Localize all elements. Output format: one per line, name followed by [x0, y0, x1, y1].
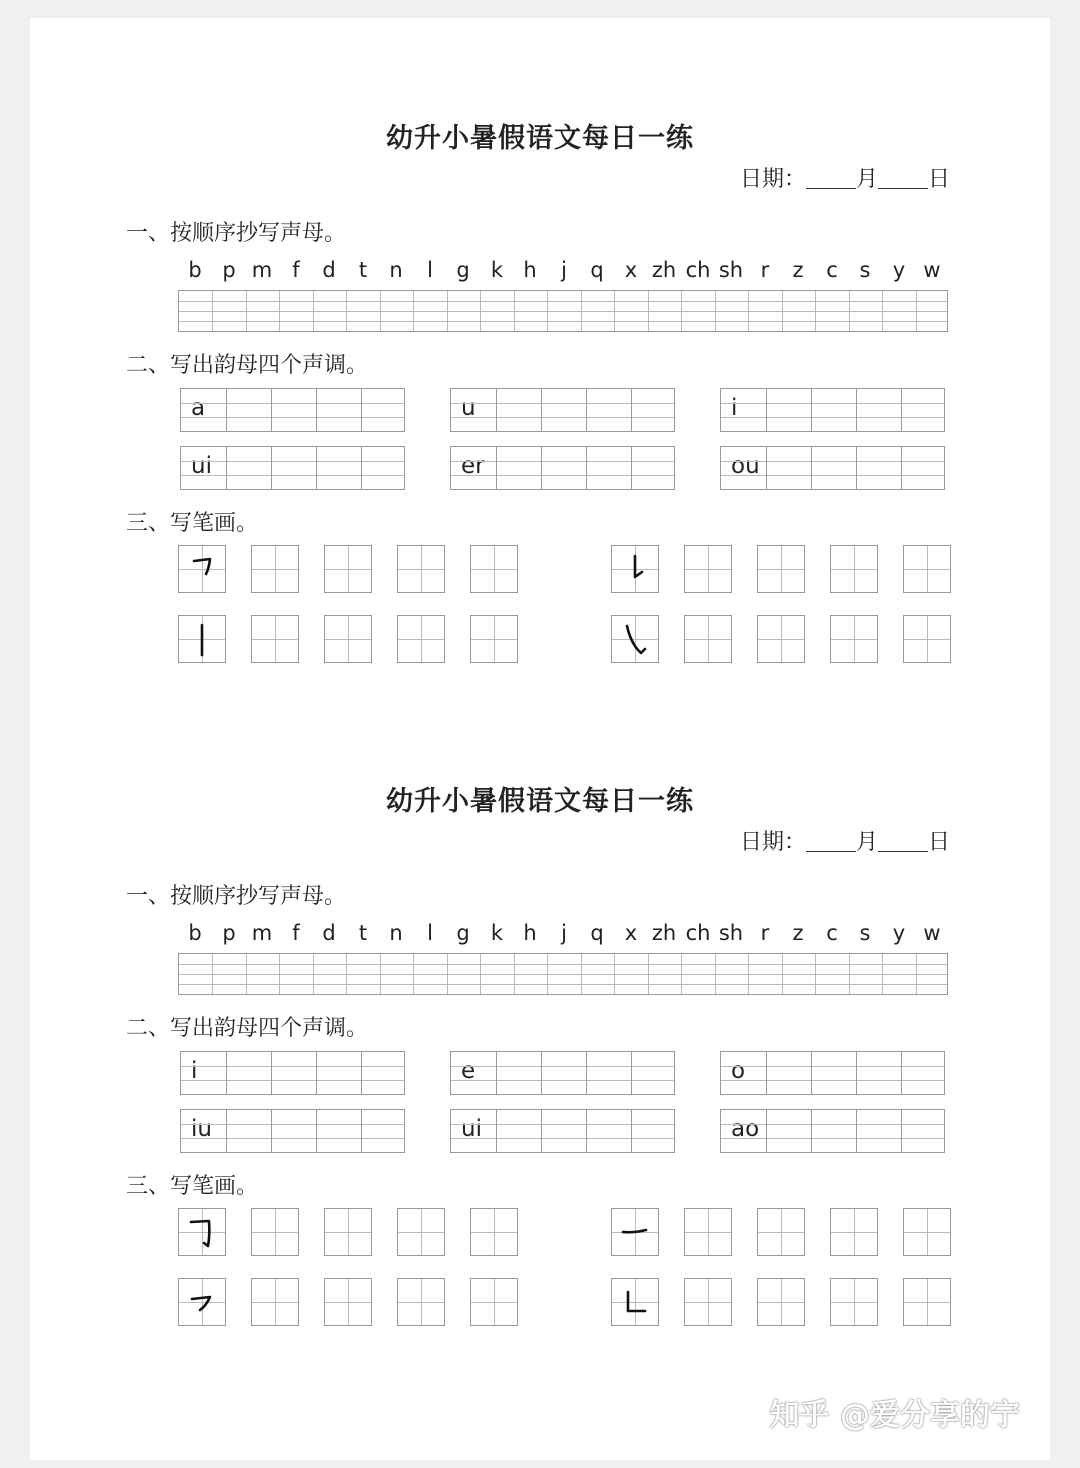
tianzige-box[interactable]: [611, 545, 659, 593]
tianzige-box[interactable]: [684, 1278, 732, 1326]
tone-cell-divider: [361, 389, 362, 431]
tone-cell-divider: [811, 389, 812, 431]
initial-letter: c: [826, 921, 838, 945]
grid-cell-divider: [380, 291, 381, 331]
tone-guide-line: [721, 403, 944, 404]
tianzige-box[interactable]: [684, 545, 732, 593]
tone-cell-divider: [901, 1052, 902, 1094]
tone-cell-divider: [361, 1110, 362, 1152]
initial-letter: sh: [718, 921, 744, 945]
tone-cell-divider: [631, 447, 632, 489]
tianzige-box[interactable]: [178, 1278, 226, 1326]
tone-cell-divider: [271, 389, 272, 431]
tone-guide-line: [721, 461, 944, 462]
tone-cell-divider: [586, 1052, 587, 1094]
tone-guide-line: [451, 1080, 674, 1081]
tianzige-box[interactable]: [903, 615, 951, 663]
initial-letter: r: [760, 921, 770, 945]
month-label: 月: [855, 167, 878, 192]
grid-cell-divider: [346, 291, 347, 331]
tone-guide-line: [451, 403, 674, 404]
grid-cell-divider: [815, 954, 816, 994]
tone-box[interactable]: [450, 388, 675, 432]
section-three-heading: 三、写笔画。: [126, 1174, 259, 1199]
final-label: ou: [731, 453, 760, 479]
grid-cell-divider: [581, 954, 582, 994]
shuzhe-icon: [612, 1279, 658, 1325]
page-title: 幼升小暑假语文每日一练: [386, 123, 694, 154]
initial-letter: k: [490, 921, 504, 945]
tianzige-box[interactable]: [903, 1208, 951, 1256]
initial-letter: k: [490, 258, 504, 282]
grid-cell-divider: [480, 291, 481, 331]
day-label: 日: [927, 830, 950, 855]
date-label: 日期：: [739, 167, 806, 192]
tone-cell-divider: [541, 1110, 542, 1152]
initial-letter: l: [427, 921, 433, 945]
tone-guide-line: [181, 417, 404, 418]
grid-cell-divider: [313, 291, 314, 331]
tone-guide-line: [181, 475, 404, 476]
grid-cell-divider: [413, 954, 414, 994]
initial-letter: q: [590, 921, 604, 945]
initial-letter: y: [892, 258, 906, 282]
tone-cell-divider: [496, 389, 497, 431]
tone-cell-divider: [901, 447, 902, 489]
practice-sheet-1: [30, 18, 1050, 658]
grid-cell-divider: [614, 291, 615, 331]
grid-cell-divider: [581, 291, 582, 331]
tianzige-box[interactable]: [397, 1278, 445, 1326]
grid-guide-line: [179, 321, 947, 322]
grid-cell-divider: [313, 954, 314, 994]
grid-cell-divider: [849, 291, 850, 331]
month-blank[interactable]: [806, 168, 856, 189]
grid-cell-divider: [514, 954, 515, 994]
grid-cell-divider: [681, 291, 682, 331]
tone-guide-line: [451, 1138, 674, 1139]
tone-guide-line: [721, 475, 944, 476]
initial-letter: t: [358, 921, 368, 945]
tone-cell-divider: [766, 389, 767, 431]
tone-cell-divider: [316, 1052, 317, 1094]
tianzige-box[interactable]: [611, 615, 659, 663]
initial-letter: h: [523, 921, 537, 945]
tone-cell-divider: [316, 389, 317, 431]
tone-box[interactable]: [450, 1109, 675, 1153]
initial-letter: n: [389, 921, 403, 945]
grid-cell-divider: [782, 291, 783, 331]
tianzige-box[interactable]: [757, 1208, 805, 1256]
tianzige-box[interactable]: [178, 1208, 226, 1256]
tone-cell-divider: [271, 447, 272, 489]
final-label: ui: [191, 453, 212, 479]
initial-letter: ch: [685, 258, 711, 282]
section-three-heading: 三、写笔画。: [126, 511, 259, 536]
grid-cell-divider: [246, 291, 247, 331]
tone-cell-divider: [271, 1110, 272, 1152]
tone-guide-line: [451, 1124, 674, 1125]
tone-cell-divider: [766, 1052, 767, 1094]
grid-cell-divider: [614, 954, 615, 994]
tone-cell-divider: [496, 1052, 497, 1094]
grid-cell-divider: [279, 954, 280, 994]
initial-letter: z: [792, 921, 804, 945]
tone-cell-divider: [226, 447, 227, 489]
tone-guide-line: [451, 461, 674, 462]
initial-letter: zh: [651, 921, 677, 945]
tone-guide-line: [181, 1066, 404, 1067]
initials-writing-grid[interactable]: [178, 290, 948, 332]
initials-writing-grid[interactable]: [178, 953, 948, 995]
tone-cell-divider: [271, 1052, 272, 1094]
initial-letter: g: [456, 921, 470, 945]
tone-cell-divider: [541, 1052, 542, 1094]
grid-guide-line: [179, 964, 947, 965]
henggou-icon: [179, 1209, 225, 1255]
initial-letter: m: [251, 258, 273, 282]
tianzige-box[interactable]: [397, 1208, 445, 1256]
tone-box[interactable]: [720, 1109, 945, 1153]
tone-cell-divider: [631, 1110, 632, 1152]
initial-letter: p: [222, 921, 236, 945]
tianzige-box[interactable]: [830, 1278, 878, 1326]
tone-cell-divider: [811, 447, 812, 489]
initial-letter: y: [892, 921, 906, 945]
final-label: e: [461, 1058, 476, 1084]
grid-guide-line: [179, 301, 947, 302]
tone-guide-line: [181, 1138, 404, 1139]
tianzige-box[interactable]: [178, 615, 226, 663]
watermark: 知乎 @爱分享的宁: [769, 1398, 1020, 1433]
tianzige-box[interactable]: [324, 1208, 372, 1256]
tianzige-box[interactable]: [397, 545, 445, 593]
tone-box[interactable]: [450, 1051, 675, 1095]
grid-cell-divider: [715, 291, 716, 331]
day-blank[interactable]: [878, 831, 928, 852]
tianzige-box[interactable]: [830, 545, 878, 593]
grid-guide-line: [179, 311, 947, 312]
date-line: [740, 825, 950, 856]
practice-sheet-2: [30, 681, 1050, 1321]
tone-cell-divider: [766, 1110, 767, 1152]
month-blank[interactable]: [806, 831, 856, 852]
initial-letter: f: [292, 258, 300, 282]
tone-guide-line: [181, 461, 404, 462]
worksheet-page: [30, 18, 1050, 1460]
initial-letter: b: [188, 921, 202, 945]
tianzige-box[interactable]: [251, 1278, 299, 1326]
day-label: 日: [927, 167, 950, 192]
grid-cell-divider: [715, 954, 716, 994]
grid-guide-line: [179, 974, 947, 975]
tianzige-box[interactable]: [470, 545, 518, 593]
grid-cell-divider: [380, 954, 381, 994]
initial-letter: t: [358, 258, 368, 282]
tone-box[interactable]: [180, 1109, 405, 1153]
tone-cell-divider: [856, 1110, 857, 1152]
tianzige-box[interactable]: [324, 545, 372, 593]
tone-cell-divider: [856, 447, 857, 489]
grid-cell-divider: [246, 954, 247, 994]
shuti-icon: [612, 546, 658, 592]
initial-letter: sh: [718, 258, 744, 282]
tone-cell-divider: [361, 447, 362, 489]
shu-icon: [179, 616, 225, 662]
tone-guide-line: [181, 1080, 404, 1081]
grid-cell-divider: [748, 954, 749, 994]
tone-cell-divider: [631, 1052, 632, 1094]
tianzige-box[interactable]: [903, 545, 951, 593]
tianzige-box[interactable]: [470, 1208, 518, 1256]
initial-letter: s: [859, 258, 871, 282]
grid-cell-divider: [748, 291, 749, 331]
initial-letter: w: [923, 258, 941, 282]
tianzige-box[interactable]: [611, 1208, 659, 1256]
grid-cell-divider: [447, 954, 448, 994]
tianzige-box[interactable]: [324, 1278, 372, 1326]
tone-guide-line: [451, 475, 674, 476]
grid-cell-divider: [514, 291, 515, 331]
initial-letter: ch: [685, 921, 711, 945]
tianzige-box[interactable]: [903, 1278, 951, 1326]
final-label: iu: [191, 1116, 212, 1142]
tianzige-box[interactable]: [757, 1278, 805, 1326]
final-label: i: [731, 395, 738, 421]
initial-letter: f: [292, 921, 300, 945]
tianzige-box[interactable]: [178, 545, 226, 593]
tone-cell-divider: [811, 1110, 812, 1152]
grid-cell-divider: [916, 291, 917, 331]
tone-guide-line: [181, 1124, 404, 1125]
section-one-heading: 一、按顺序抄写声母。: [126, 221, 347, 246]
grid-cell-divider: [447, 291, 448, 331]
date-line: [740, 162, 950, 193]
tone-guide-line: [451, 417, 674, 418]
grid-cell-divider: [815, 291, 816, 331]
date-label: 日期：: [739, 830, 806, 855]
tone-cell-divider: [226, 389, 227, 431]
grid-cell-divider: [346, 954, 347, 994]
grid-cell-divider: [547, 291, 548, 331]
section-two-heading: 二、写出韵母四个声调。: [126, 1016, 369, 1041]
grid-cell-divider: [782, 954, 783, 994]
grid-cell-divider: [279, 291, 280, 331]
tone-guide-line: [721, 417, 944, 418]
tone-cell-divider: [631, 389, 632, 431]
tianzige-box[interactable]: [684, 1208, 732, 1256]
grid-cell-divider: [547, 954, 548, 994]
tone-cell-divider: [586, 389, 587, 431]
initial-letter: s: [859, 921, 871, 945]
tianzige-box[interactable]: [251, 615, 299, 663]
tianzige-box[interactable]: [830, 1208, 878, 1256]
tone-cell-divider: [541, 389, 542, 431]
grid-cell-divider: [849, 954, 850, 994]
initial-letter: w: [923, 921, 941, 945]
tianzige-box[interactable]: [251, 1208, 299, 1256]
grid-cell-divider: [480, 954, 481, 994]
tone-guide-line: [181, 403, 404, 404]
tianzige-box[interactable]: [684, 615, 732, 663]
section-one-heading: 一、按顺序抄写声母。: [126, 884, 347, 909]
grid-guide-line: [179, 984, 947, 985]
tone-cell-divider: [856, 389, 857, 431]
tone-box[interactable]: [180, 446, 405, 490]
tone-guide-line: [721, 1124, 944, 1125]
final-label: ui: [461, 1116, 482, 1142]
final-label: ao: [731, 1116, 760, 1142]
grid-cell-divider: [882, 954, 883, 994]
tianzige-box[interactable]: [251, 545, 299, 593]
grid-cell-divider: [882, 291, 883, 331]
final-label: a: [191, 395, 206, 421]
grid-cell-divider: [212, 291, 213, 331]
tianzige-box[interactable]: [757, 545, 805, 593]
initial-letter: x: [624, 258, 638, 282]
hengzhegou-icon: [179, 1279, 225, 1325]
final-label: i: [191, 1058, 198, 1084]
grid-cell-divider: [648, 291, 649, 331]
tone-box[interactable]: [720, 1051, 945, 1095]
initial-letter: j: [561, 921, 567, 945]
initial-letter: h: [523, 258, 537, 282]
initial-letter: r: [760, 258, 770, 282]
tianzige-box[interactable]: [470, 1278, 518, 1326]
grid-cell-divider: [916, 954, 917, 994]
tone-box[interactable]: [180, 1051, 405, 1095]
tone-cell-divider: [586, 447, 587, 489]
tone-guide-line: [451, 1066, 674, 1067]
grid-cell-divider: [413, 291, 414, 331]
tone-cell-divider: [226, 1052, 227, 1094]
initial-letter: d: [322, 921, 336, 945]
wangou-icon: [612, 616, 658, 662]
day-blank[interactable]: [878, 168, 928, 189]
initial-letter: l: [427, 258, 433, 282]
tone-cell-divider: [541, 447, 542, 489]
tone-box[interactable]: [180, 388, 405, 432]
tone-guide-line: [721, 1080, 944, 1081]
tianzige-box[interactable]: [397, 615, 445, 663]
tone-box[interactable]: [720, 388, 945, 432]
initial-letter: c: [826, 258, 838, 282]
tone-cell-divider: [496, 447, 497, 489]
tone-cell-divider: [316, 1110, 317, 1152]
initials-row: [178, 921, 948, 951]
initial-letter: j: [561, 258, 567, 282]
initial-letter: n: [389, 258, 403, 282]
tone-cell-divider: [856, 1052, 857, 1094]
tone-guide-line: [721, 1066, 944, 1067]
tianzige-box[interactable]: [324, 615, 372, 663]
tone-cell-divider: [901, 1110, 902, 1152]
initials-row: [178, 258, 948, 288]
tone-cell-divider: [901, 389, 902, 431]
tianzige-box[interactable]: [470, 615, 518, 663]
initial-letter: b: [188, 258, 202, 282]
tone-cell-divider: [316, 447, 317, 489]
tianzige-box[interactable]: [757, 615, 805, 663]
tianzige-box[interactable]: [830, 615, 878, 663]
initial-letter: p: [222, 258, 236, 282]
final-label: o: [731, 1058, 746, 1084]
section-two-heading: 二、写出韵母四个声调。: [126, 353, 369, 378]
initial-letter: m: [251, 921, 273, 945]
final-label: u: [461, 395, 476, 421]
initial-letter: z: [792, 258, 804, 282]
tone-box[interactable]: [720, 446, 945, 490]
initial-letter: x: [624, 921, 638, 945]
grid-cell-divider: [681, 954, 682, 994]
tone-guide-line: [721, 1138, 944, 1139]
initial-letter: d: [322, 258, 336, 282]
initial-letter: q: [590, 258, 604, 282]
grid-cell-divider: [212, 954, 213, 994]
tone-box[interactable]: [450, 446, 675, 490]
tianzige-box[interactable]: [611, 1278, 659, 1326]
final-label: er: [461, 453, 485, 479]
initial-letter: g: [456, 258, 470, 282]
hengzhe-icon: [179, 546, 225, 592]
grid-cell-divider: [648, 954, 649, 994]
tone-cell-divider: [766, 447, 767, 489]
tone-cell-divider: [361, 1052, 362, 1094]
tone-cell-divider: [226, 1110, 227, 1152]
tone-cell-divider: [811, 1052, 812, 1094]
month-label: 月: [855, 830, 878, 855]
tone-cell-divider: [496, 1110, 497, 1152]
tone-cell-divider: [586, 1110, 587, 1152]
page-title: 幼升小暑假语文每日一练: [386, 786, 694, 817]
initial-letter: zh: [651, 258, 677, 282]
hengpie-icon: [612, 1209, 658, 1255]
